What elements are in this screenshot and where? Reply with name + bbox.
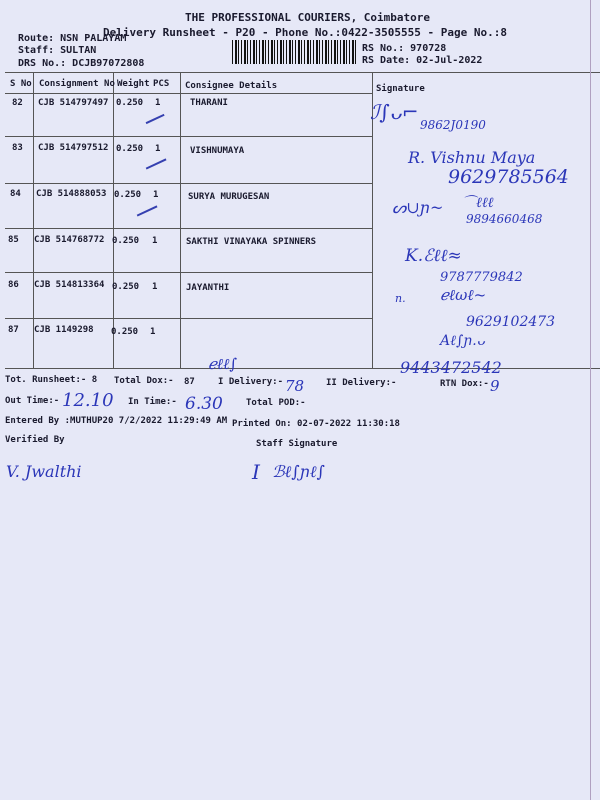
signature-5-phone: 9787779842 [440,270,523,285]
row-weight: 0.250 [112,236,140,246]
runsheet-title: Delivery Runsheet - P20 - Phone No.:0422-3505555 - Page No.:8 [103,26,507,39]
row-consignment: CJB 514768772 [34,235,105,245]
row-pcs: 1 [152,282,158,292]
row-consignee: VISHNUMAYA [190,146,245,156]
row-divider [5,136,372,137]
company-name: THE PROFESSIONAL COURIERS, Coimbatore [185,11,431,24]
row-consignee: SAKTHI VINAYAKA SPINNERS [186,237,317,247]
ii-delivery-label: II Delivery:- [326,378,397,388]
row-divider [5,318,372,319]
row-divider [5,272,372,273]
out-time-label: Out Time:- [5,396,60,406]
signature-1: ℐ∫ᴗ⌐ [370,100,419,124]
rtn-dox-value: 9 [490,377,500,395]
col-header-weight: Weight [117,79,150,89]
signature-6: Aℓ∫ɲ.ᴗ [440,333,486,349]
printed-on: Printed On: 02-07-2022 11:30:18 [232,419,400,429]
verified-by-label: Verified By [5,435,65,445]
signature-1-phone: 9862J0190 [420,118,486,132]
tick-mark [146,158,167,169]
row-consignee: THARANI [190,98,228,108]
row-pcs: 1 [153,190,159,200]
row-weight: 0.250 [112,282,140,292]
row-consignment: CJB 514797497 [38,98,109,108]
col-header-consignment: Consignment No [39,79,115,89]
signature-5: ℯℓωℓ~ [440,286,487,304]
rs-date: RS Date: 02-Jul-2022 [362,55,483,66]
total-runsheet: Tot. Runsheet:- 8 [5,375,98,385]
total-pod-label: Total POD:- [246,398,306,408]
staff-signature-mark: ℬℓ∫ɲℓ∫ [272,462,325,481]
signature-3-mark: ⌒ℓℓℓ [462,195,494,211]
signature-2-name: R. Vishnu Maya [408,148,536,167]
row-sno: 82 [12,98,23,108]
row-sno: 84 [10,189,21,199]
row-pcs: 1 [152,236,158,246]
barcode [232,40,356,64]
page-edge [590,0,591,800]
entered-by: Entered By :MUTHUP20 7/2/2022 11:29:49 AM [5,416,228,426]
row-sno: 87 [8,325,19,335]
row-pcs: 1 [150,327,156,337]
rs-number: RS No.: 970728 [362,43,447,54]
row-consignment: CJB 514888053 [36,189,107,199]
signature-7: ℯℓℓ∫ [208,355,238,373]
row-divider [5,228,372,229]
out-time-value: 12.10 [62,390,114,411]
tick-mark [146,114,165,124]
in-time-label: In Time:- [128,397,177,407]
signature-3-phone: 9894660468 [466,212,543,226]
row-sno: 86 [8,280,19,290]
i-delivery-label: I Delivery:- [218,377,284,387]
row-sno: 83 [12,143,23,153]
row-pcs: 1 [155,98,161,108]
drs-number: DRS No.: DCJB97072808 [18,58,145,69]
row-weight: 0.250 [116,98,144,108]
col-header-consignee: Consignee Details [185,81,278,91]
in-time-value: 6.30 [185,394,223,414]
row-consignee: SURYA MURUGESAN [188,192,270,202]
total-dox-label: Total Dox:- [114,376,174,386]
signature-5-mark: n. [395,292,406,305]
row-weight: 0.250 [111,327,139,337]
rtn-dox-label: RTN Dox:- [440,379,489,389]
row-consignment: CJB 514813364 [34,280,105,290]
signature-6-phone: 9629102473 [466,314,556,330]
signature-7-phone: 9443472542 [400,358,502,377]
i-delivery-value: 78 [285,377,305,395]
row-consignee: JAYANTHI [186,283,230,293]
signature-4: K.ℰℓℓ≈ [405,246,462,266]
route-label: Route: NSN PALAYAM [18,33,127,44]
table-top-border [5,72,600,73]
row-weight: 0.250 [116,144,144,154]
row-sno: 85 [8,235,19,245]
tick-mark [137,205,158,216]
signature-3: ᔕ∪ɲ~ [392,198,444,217]
row-weight: 0.250 [114,190,142,200]
col-header-sno: S No [10,79,32,89]
verified-signature: V. Jwalthi [6,462,82,481]
row-consignment: CJB 1149298 [34,325,94,335]
header-divider [5,93,372,94]
row-divider [5,183,372,184]
row-consignment: CJB 514797512 [38,143,109,153]
staff-label: Staff: SULTAN [18,45,97,56]
col-divider [113,72,114,368]
col-header-pcs: PCS [153,79,170,89]
total-dox-value: 87 [184,377,195,387]
col-header-signature: Signature [376,84,425,94]
row-pcs: 1 [155,144,161,154]
staff-signature-label: Staff Signature [256,439,338,449]
staff-signature: I [252,460,260,484]
col-divider [33,72,34,368]
col-divider [180,72,181,368]
signature-2-phone: 9629785564 [448,166,569,188]
table-bottom-border [5,368,600,369]
